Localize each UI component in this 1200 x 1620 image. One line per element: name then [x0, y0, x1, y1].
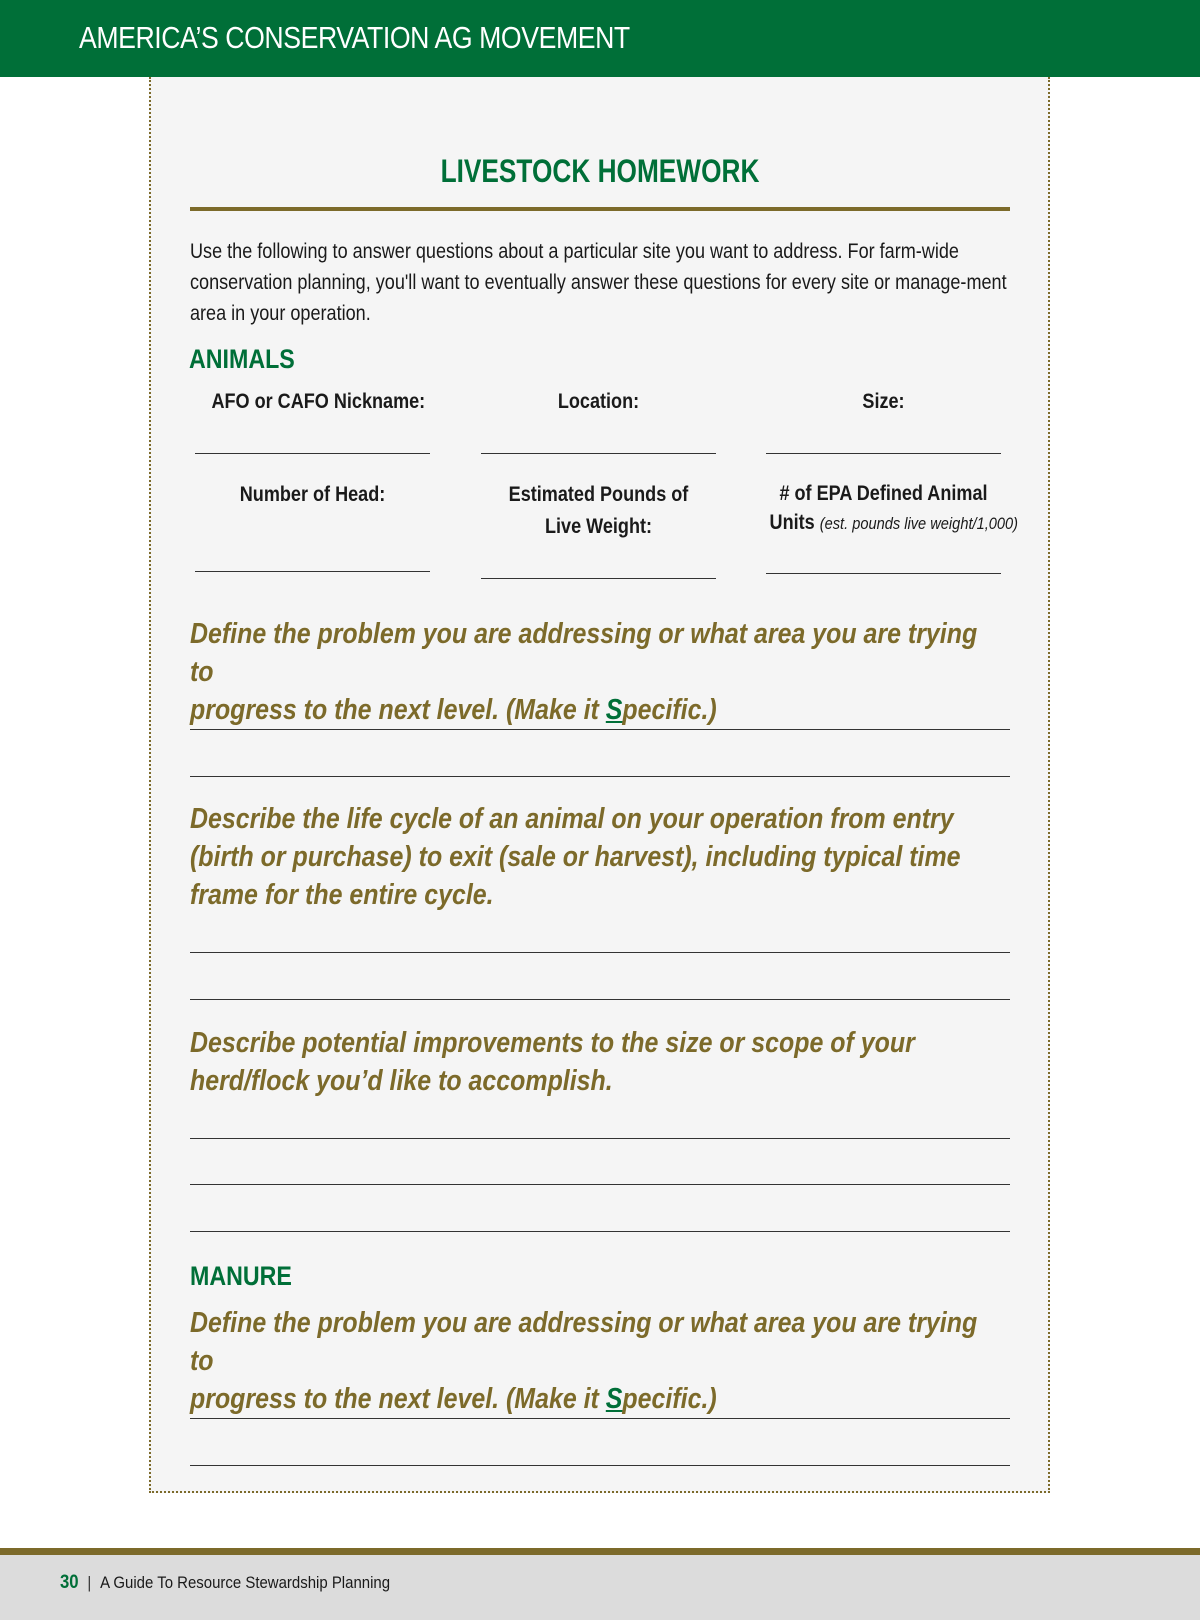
guide-title: A Guide To Resource Stewardship Planning [100, 1573, 391, 1592]
question-problem-animals-line2: progress to the next level. (Make it [190, 694, 606, 726]
epa-units-input-line[interactable] [766, 573, 1001, 574]
answer-line[interactable] [190, 1184, 1010, 1185]
answer-line[interactable] [190, 999, 1010, 1000]
header-title: AMERICA’S CONSERVATION AG MOVEMENT [79, 20, 630, 55]
section-label-animals: ANIMALS [189, 344, 295, 374]
question-problem-manure [190, 1304, 1007, 1418]
field-label-pounds-line2: Live Weight: [544, 515, 653, 538]
section-label-manure: MANURE [190, 1261, 292, 1291]
answer-line[interactable] [190, 1418, 1010, 1419]
footer [60, 1572, 390, 1594]
title-divider [190, 207, 1010, 211]
field-label-head: Number of Head: [239, 483, 386, 506]
field-label-pounds-line1: Estimated Pounds of [508, 483, 689, 506]
specific-s-letter: S [605, 1383, 623, 1415]
question-problem-animals [190, 615, 1007, 729]
answer-line[interactable] [190, 952, 1010, 953]
footer-separator: | [87, 1573, 92, 1592]
question-problem-manure-line2-end: pecific.) [622, 1383, 717, 1415]
pounds-input-line[interactable] [481, 578, 716, 579]
nickname-input-line[interactable] [195, 453, 430, 454]
page-title: LIVESTOCK HOMEWORK [440, 153, 760, 189]
question-problem-animals-line1: Define the problem you are addressing or what area you are trying to [190, 618, 978, 688]
field-label-epa-note: (est. pounds live weight/1,000) [819, 514, 1019, 533]
question-problem-manure-line1: Define the problem you are addressing or what area you are trying to [190, 1307, 978, 1377]
field-label-size: Size: [862, 390, 905, 413]
question-problem-manure-line2: progress to the next level. (Make it [190, 1383, 606, 1415]
field-label-pounds [497, 479, 699, 543]
field-label-epa-line1: # of EPA Defined Animal [779, 482, 988, 505]
field-label-epa-line2: Units [769, 511, 815, 534]
field-label-nickname: AFO or CAFO Nickname: [211, 390, 426, 413]
answer-line[interactable] [190, 729, 1010, 730]
answer-line[interactable] [190, 1138, 1010, 1139]
answer-line[interactable] [190, 1231, 1010, 1232]
intro-text: Use the following to answer questions about a particular site you want to address. For farm-wide conservation planning, you'll want to eventually answer these questions for every site or manage-ment area in your operation. [190, 240, 1007, 325]
head-input-line[interactable] [195, 571, 430, 572]
field-label-location: Location: [557, 390, 640, 413]
location-input-line[interactable] [481, 453, 716, 454]
header-bar [0, 0, 1200, 77]
size-input-line[interactable] [766, 453, 1001, 454]
question-improvements: Describe potential improvements to the size or scope of your herd/flock you’d like to accomplish. [190, 1027, 915, 1097]
footer-divider [0, 1548, 1200, 1555]
field-label-epa-units [769, 479, 1019, 538]
answer-line[interactable] [190, 1465, 1010, 1466]
page-number: 30 [60, 1572, 79, 1593]
answer-line[interactable] [190, 776, 1010, 777]
question-life-cycle: Describe the life cycle of an animal on your operation from entry (birth or purchase) to exit (sale or harvest), including typical time frame for the entire cycle. [190, 803, 961, 911]
question-problem-animals-line2-end: pecific.) [622, 694, 717, 726]
specific-s-letter: S [605, 694, 623, 726]
